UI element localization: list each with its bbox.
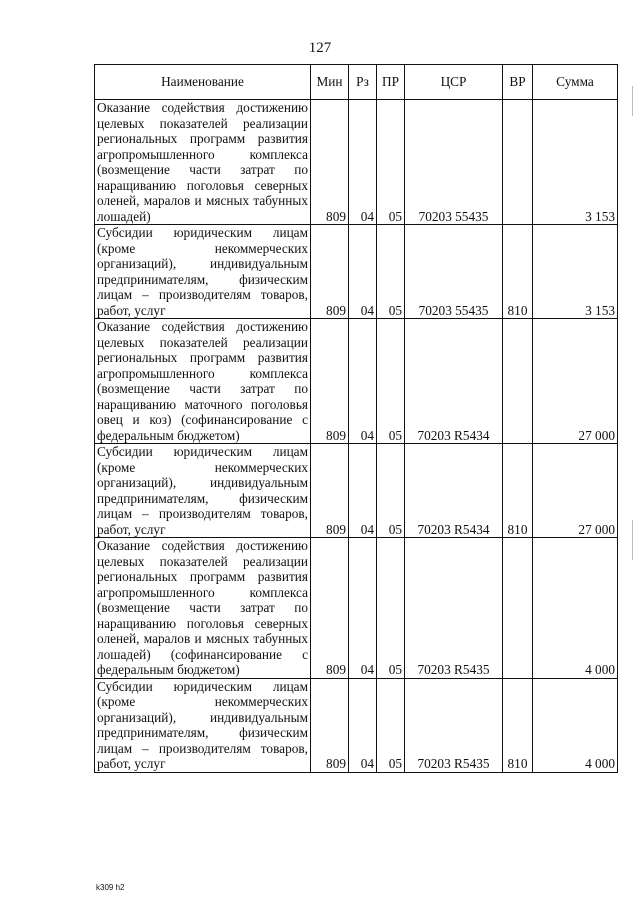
row-sum: 3 153	[533, 225, 618, 319]
header-pr: ПР	[377, 65, 405, 100]
row-min: 809	[311, 100, 349, 225]
scan-margin-mark	[632, 86, 633, 116]
row-name: Оказание содействия достижению целевых показателей реализации региональных программ развития агропромышленного комплекса (возмещение части затрат по наращиванию поголовья северных оленей, маралов и мясных табунных лошадей) (софинансирование с федеральным бюджетом)	[95, 538, 311, 679]
row-sum: 4 000	[533, 678, 618, 772]
row-vr	[503, 319, 533, 444]
row-csr: 70203 R5434	[405, 444, 503, 538]
row-vr	[503, 538, 533, 679]
row-name: Оказание содействия достижению целевых показателей реализации региональных программ развития агропромышленного комплекса (возмещение части затрат по наращиванию маточного поголовья овец и коз) (софинансирование с федеральным бюджетом)	[95, 319, 311, 444]
row-min: 809	[311, 444, 349, 538]
row-name: Субсидии юридическим лицам (кроме некоммерческих организаций), индивидуальным предпринимателям, физическим лицам – производителям товаров, работ, услуг	[95, 678, 311, 772]
row-rz: 04	[349, 100, 377, 225]
row-vr	[503, 100, 533, 225]
table-row	[95, 225, 618, 319]
header-rz: Рз	[349, 65, 377, 100]
row-pr: 05	[377, 100, 405, 225]
table-header-row	[95, 65, 618, 100]
row-rz: 04	[349, 444, 377, 538]
row-min: 809	[311, 225, 349, 319]
row-sum: 27 000	[533, 319, 618, 444]
scan-margin-mark	[632, 520, 633, 560]
header-name: Наименование	[95, 65, 311, 100]
table-row	[95, 538, 618, 679]
row-name: Субсидии юридическим лицам (кроме некоммерческих организаций), индивидуальным предпринимателям, физическим лицам – производителям товаров, работ, услуг	[95, 225, 311, 319]
header-sum: Сумма	[533, 65, 618, 100]
row-name: Оказание содействия достижению целевых показателей реализации региональных программ развития агропромышленного комплекса (возмещение части затрат по наращиванию поголовья северных оленей, маралов и мясных табунных лошадей)	[95, 100, 311, 225]
row-sum: 3 153	[533, 100, 618, 225]
header-vr: ВР	[503, 65, 533, 100]
row-csr: 70203 55435	[405, 225, 503, 319]
row-sum: 4 000	[533, 538, 618, 679]
row-sum: 27 000	[533, 444, 618, 538]
row-vr: 810	[503, 444, 533, 538]
row-name: Субсидии юридическим лицам (кроме некоммерческих организаций), индивидуальным предпринимателям, физическим лицам – производителям товаров, работ, услуг	[95, 444, 311, 538]
row-rz: 04	[349, 538, 377, 679]
row-rz: 04	[349, 678, 377, 772]
footer-code: k309 h2	[96, 883, 125, 892]
row-csr: 70203 R5435	[405, 678, 503, 772]
page-number: 127	[308, 40, 332, 56]
row-min: 809	[311, 538, 349, 679]
table-row	[95, 100, 618, 225]
row-vr: 810	[503, 678, 533, 772]
budget-table	[94, 64, 618, 773]
header-csr: ЦСР	[405, 65, 503, 100]
row-pr: 05	[377, 538, 405, 679]
row-pr: 05	[377, 319, 405, 444]
table-row	[95, 319, 618, 444]
row-pr: 05	[377, 444, 405, 538]
table-row	[95, 678, 618, 772]
row-csr: 70203 R5434	[405, 319, 503, 444]
row-min: 809	[311, 678, 349, 772]
row-pr: 05	[377, 678, 405, 772]
row-csr: 70203 R5435	[405, 538, 503, 679]
row-rz: 04	[349, 225, 377, 319]
row-vr: 810	[503, 225, 533, 319]
header-min: Мин	[311, 65, 349, 100]
row-pr: 05	[377, 225, 405, 319]
row-csr: 70203 55435	[405, 100, 503, 225]
row-rz: 04	[349, 319, 377, 444]
row-min: 809	[311, 319, 349, 444]
table-row	[95, 444, 618, 538]
